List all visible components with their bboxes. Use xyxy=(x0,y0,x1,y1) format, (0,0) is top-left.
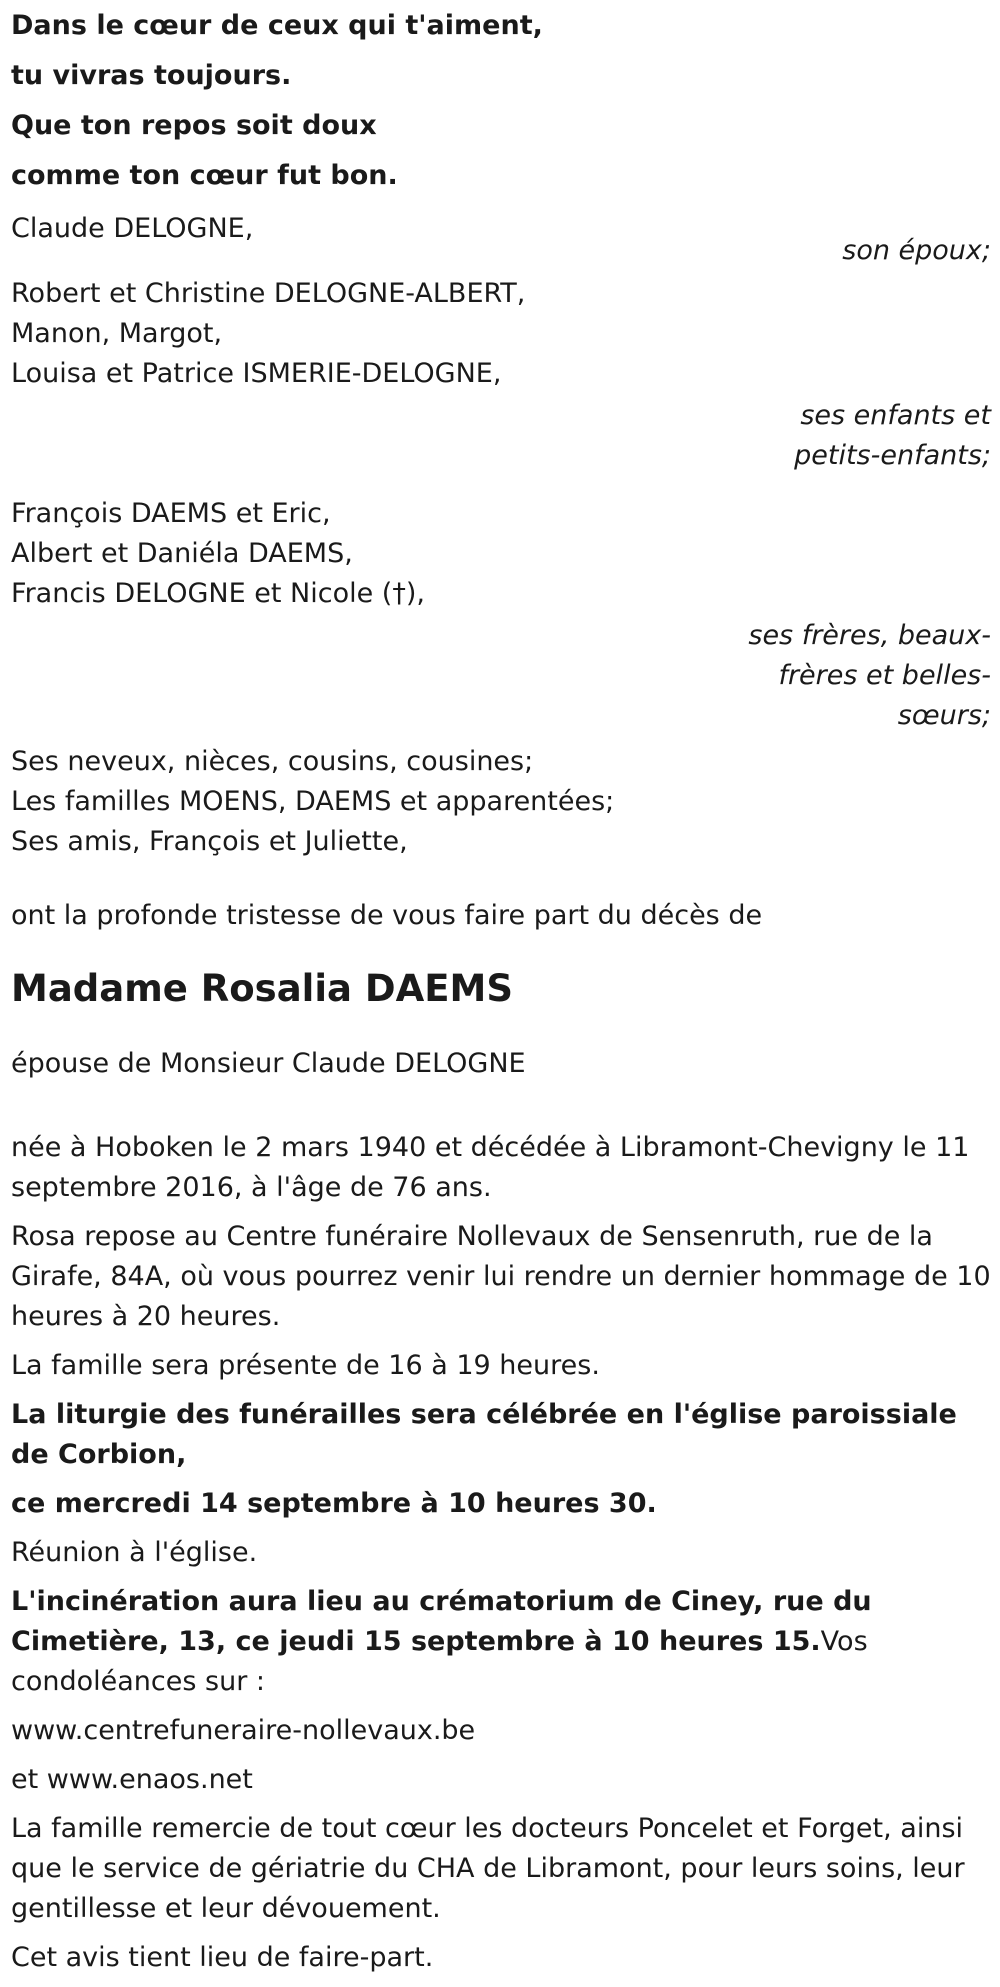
family-presence: La famille sera présente de 16 à 19 heures. xyxy=(11,1350,600,1381)
deceased-name: Madame Rosalia DAEMS xyxy=(11,967,513,1010)
poem xyxy=(11,6,991,196)
child-name: Robert et Christine DELOGNE-ALBERT, xyxy=(11,278,526,309)
child-name: Louisa et Patrice ISMERIE-DELOGNE, xyxy=(11,358,502,389)
incineration-text: L'incinération aura lieu au crématorium de Ciney, rue du Cimetière, 13, ce jeudi 15 septembre à 10 heures 15. xyxy=(11,1586,872,1657)
child-name: Manon, Margot, xyxy=(11,318,223,349)
others-block xyxy=(11,742,991,862)
website-link: et www.enaos.net xyxy=(11,1764,253,1795)
siblings-role: frères et belles- xyxy=(778,660,991,691)
spouse-role: son époux; xyxy=(842,235,991,266)
spouse-of: épouse de Monsieur Claude DELOGNE xyxy=(11,1048,526,1079)
children-block xyxy=(11,274,991,476)
children-role: ses enfants et xyxy=(800,400,991,431)
repose-info: Rosa repose au Centre funéraire Nollevaux de Sensenruth, rue de la Girafe, 84A, où vous pourrez venir lui rendre un dernier hommage de 10 heures à 20 heures. xyxy=(11,1221,991,1332)
sibling-name: Francis DELOGNE et Nicole (†), xyxy=(11,578,425,609)
thanks-text: La famille remercie de tout cœur les docteurs Poncelet et Forget, ainsi que le service de gériatrie du CHA de Libramont, pour leurs soins, leur gentillesse et leur dévouement. xyxy=(11,1813,965,1924)
other-relatives: Ses amis, François et Juliette, xyxy=(11,826,408,857)
birth-death: née à Hoboken le 2 mars 1940 et décédée à Libramont-Chevigny le 11 septembre 2016, à l'âge de 76 ans. xyxy=(11,1132,970,1203)
poem-line: Dans le cœur de ceux qui t'aiment, xyxy=(11,10,543,41)
spouse-block xyxy=(11,210,991,270)
condolences-intro: Vos condoléances sur : xyxy=(11,1626,868,1697)
sibling-name: François DAEMS et Eric, xyxy=(11,498,331,529)
siblings-role: sœurs; xyxy=(897,700,991,731)
children-role: petits-enfants; xyxy=(794,440,991,471)
reunion-info: Réunion à l'église. xyxy=(11,1537,258,1568)
announcement: ont la profonde tristesse de vous faire part du décès de xyxy=(11,900,763,931)
spouse-name: Claude DELOGNE, xyxy=(11,213,254,244)
incineration-info xyxy=(11,1582,991,1702)
closing-text: Cet avis tient lieu de faire-part. xyxy=(11,1942,434,1973)
obituary-notice xyxy=(11,6,991,1987)
other-relatives: Ses neveux, nièces, cousins, cousines; xyxy=(11,746,534,777)
siblings-role: ses frères, beaux- xyxy=(748,620,991,651)
poem-line: Que ton repos soit doux xyxy=(11,110,377,141)
sibling-name: Albert et Daniéla DAEMS, xyxy=(11,538,353,569)
siblings-block xyxy=(11,494,991,736)
website-link: www.centrefuneraire-nollevaux.be xyxy=(11,1715,476,1746)
poem-line: tu vivras toujours. xyxy=(11,60,292,91)
other-relatives: Les familles MOENS, DAEMS et apparentées; xyxy=(11,786,615,817)
liturgy-date: ce mercredi 14 septembre à 10 heures 30. xyxy=(11,1488,657,1519)
liturgy-info: La liturgie des funérailles sera célébrée en l'église paroissiale de Corbion, xyxy=(11,1399,957,1470)
poem-line: comme ton cœur fut bon. xyxy=(11,160,398,191)
